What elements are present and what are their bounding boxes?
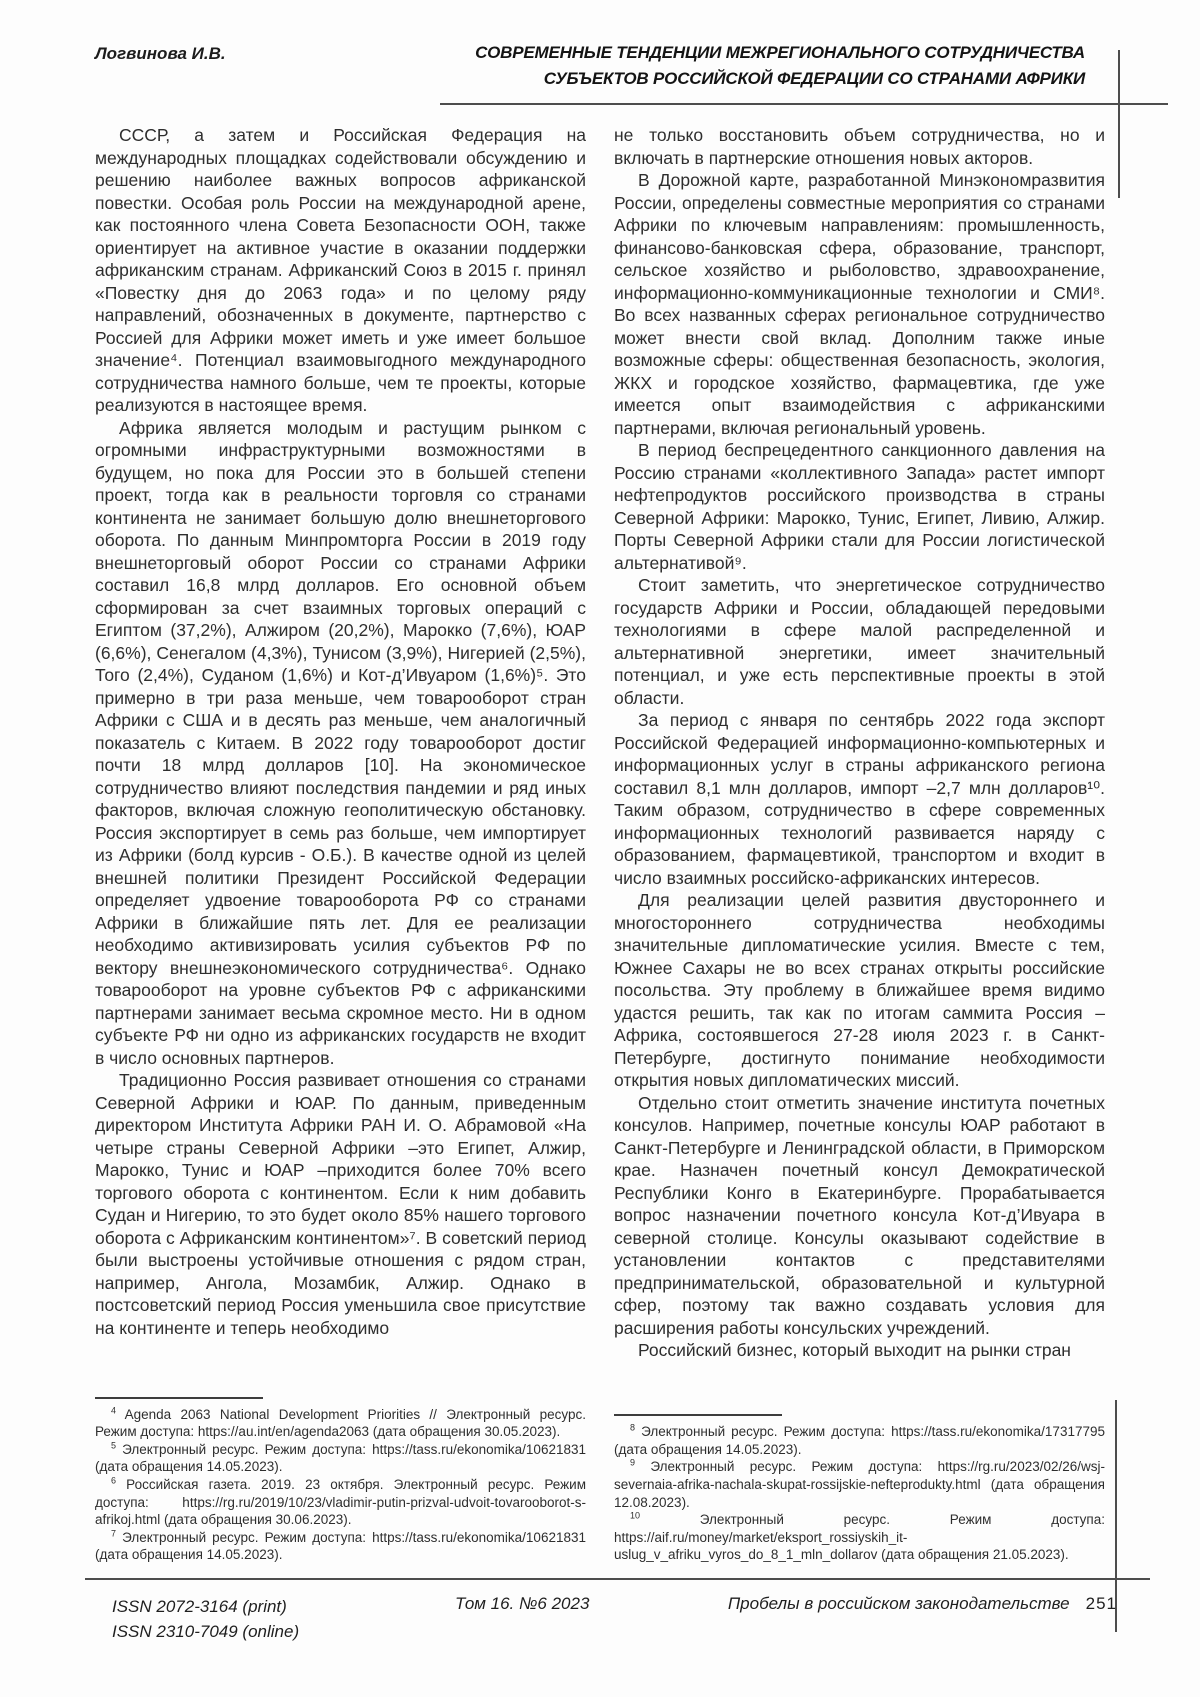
body-paragraph: За период с января по сентябрь 2022 года экспорт Российской Федерацией информационно-компьютерных и информационных услуг в страны африканского региона составил 8,1 млн долларов, импорт –2,7 млн долларов¹⁰. Таким образом, сотрудничество в сфере современных информационных технологий развивается наряду с образованием, фармацевтикой, транспортом и входит в число взаимных российско-африканских интересов. — [614, 710, 1105, 888]
text-column-left — [95, 124, 586, 1564]
footnote: $^9$ Электронный ресурс. Режим доступа: https://rg.ru/2023/02/26/wsj-severnaia-afrika-nachala-skupat-rossijskie-nefteprodukty.html (дата обращения 12.08.2023). — [614, 1457, 1105, 1510]
footnote-marker: 8 — [630, 1422, 636, 1433]
page-header-article-title — [365, 40, 1085, 92]
column-left-footnotes — [95, 1397, 586, 1564]
top-right-crop-line — [1118, 50, 1120, 198]
column-right-paragraphs — [614, 124, 1105, 1362]
footer-journal-title — [728, 1594, 1117, 1614]
footnote: $^6$ Российская газета. 2019. 23 октября. Электронный ресурс. Режим доступа: https://rg.ru/2019/10/23/vladimir-putin-prizval-udvoit-tovarooborot-s-afrikoj.html (дата обращения 30.06.2023). — [95, 1475, 586, 1528]
footnote: $^8$ Электронный ресурс. Режим доступа: https://tass.ru/ekonomika/17317795 (дата обращения 14.05.2023). — [614, 1422, 1105, 1457]
column-left-paragraphs — [95, 124, 586, 1339]
body-paragraph: В Дорожной карте, разработанной Минэкономразвития России, определены совместные мероприятия со странами Африки по ключевым направлениям: промышленность, финансово-банковская сфера, образование, транспорт, сельское хозяйство и рыболовство, здравоохранение, информационно-коммуникационные технологии и СМИ⁸. Во всех названных сферах региональное сотрудничество может внести свой вклад. Дополним также иные возможные сферы: общественная безопасность, экология, ЖКХ и городское хозяйство, фармацевтика, где уже имеется опыт взаимодействия с африканскими партнерами, включая региональный уровень. — [614, 170, 1105, 438]
column-right-footnotes — [614, 1414, 1105, 1564]
footnote-marker: 7 — [111, 1528, 117, 1539]
text-column-right — [614, 124, 1105, 1564]
body-paragraph: Российский бизнес, который выходит на рынки стран — [638, 1340, 1071, 1360]
footer-divider-rule — [85, 1578, 1150, 1580]
page-number: 251 — [1085, 1594, 1117, 1613]
header-divider-rule — [440, 103, 1168, 105]
article-title-line-1: СОВРЕМЕННЫЕ ТЕНДЕНЦИИ МЕЖРЕГИОНАЛЬНОГО СОТРУДНИЧЕСТВА — [475, 43, 1085, 62]
body-paragraph: Для реализации целей развития двустороннего и многостороннего сотрудничества необходимы значительные дипломатические усилия. Вместе с тем, Южнее Сахары не во всех странах открыты российские посольства. Эту проблему в ближайшее время видимо удастся решить, так как по итогам саммита Россия –Африка, состоявшегося 27-28 июля 2023 г. в Санкт-Петербурге, достигнуто понимание необходимости открытия новых дипломатических миссий. — [614, 890, 1105, 1090]
body-paragraph: Африка является молодым и растущим рынком с огромными инфраструктурными возможностями в будущем, но пока для России это в большей степени проект, тогда как в реальности торговля со странами континента не занимает большую долю внешнеторгового оборота. По данным Минпромторга России в 2019 году внешнеторговый оборот России со странами Африки составил 16,8 млрд долларов. Его основной объем сформирован за счет взаимных торговых операций с Египтом (37,2%), Алжиром (20,2%), Марокко (7,6%), ЮАР (6,6%), Сенегалом (4,3%), Тунисом (3,9%), Нигерией (2,5%), Того (2,4%), Суданом (1,6%) и Кот-д’Ивуаром (1,6%)⁵. Это примерно в три раза меньше, чем товарооборот стран Африки с США и в десять раз меньше, чем аналогичный показатель с Китаем. В 2022 году товарооборот достиг почти 18 млрд долларов [10]. На экономическое сотрудничество влияют последствия пандемии и ряд иных факторов, включая сложную геополитическую обстановку. Россия экспортирует в семь раз больше, чем импортирует из Африки (болд курсив - О.Б.). В качестве одной из целей внешней политики Президент Российской Федерации определяет удвоение товарооборота РФ со странами Африки в ближайшие пять лет. Для ее реализации необходимо активизировать усилия субъектов РФ по вектору внешнеэкономического сотрудничества⁶. Однако товарооборот на уровне субъектов РФ с африканскими партнерами занимает весьма скромное место. Ни в одном субъекте РФ ни одно из африканских государств не входит в число основных партнеров. — [95, 417, 586, 1068]
journal-name: Пробелы в российском законодательстве — [727, 1594, 1070, 1613]
article-body — [95, 124, 1105, 1564]
body-paragraph: Стоит заметить, что энергетическое сотрудничество государств Африки и России, обладающей передовыми технологиями в сфере малой распределенной и альтернативной энергетики, имеет значительный потенциал, и уже есть перспективные проекты в этой области. — [614, 575, 1105, 708]
footnote-marker: 4 — [111, 1405, 117, 1416]
page-header-author: Логвинова И.В. — [95, 44, 226, 63]
body-paragraph: не только восстановить объем сотрудничества, но и включать в партнерские отношения новых акторов. — [614, 125, 1105, 168]
page-footer — [95, 1590, 1117, 1660]
footnote: $^5$ Электронный ресурс. Режим доступа: https://tass.ru/ekonomika/10621831 (дата обращения 14.05.2023). — [95, 1440, 586, 1475]
footnote-marker: 9 — [630, 1457, 636, 1468]
footnote-separator — [95, 1397, 263, 1399]
footnote-list — [95, 1406, 586, 1564]
footer-issn — [112, 1594, 299, 1644]
footnote-separator — [614, 1414, 782, 1416]
footnote-marker: 6 — [111, 1475, 117, 1486]
body-paragraph: СССР, а затем и Российская Федерация на международных площадках содействовали обсуждению и решению наиболее важных вопросов африканской повестки. Особая роль России на международной арене, как постоянного члена Совета Безопасности ООН, также ориентирует на активное участие в оказании поддержки африканским странам. Африканский Союз в 2015 г. принял «Повестку дня до 2063 года» и по целому ряду направлений, обозначенных в документе, партнерство с Россией для Африки может иметь и уже имеет большое значение⁴. Потенциал взаимовыгодного международного сотрудничества намного больше, чем те проекты, которые реализуются в настоящее время. — [95, 125, 586, 415]
footer-volume-issue: Том 16. №6 2023 — [455, 1594, 590, 1613]
body-paragraph: В период беспрецедентного санкционного давления на Россию странами «коллективного Запада» растет импорт нефтепродуктов российского производства в страны Северной Африки: Марокко, Тунис, Египет, Ливию, Алжир. Порты Северной Африки стали для России логистической альтернативой⁹. — [614, 440, 1105, 573]
footnote: $^{10}$ Электронный ресурс. Режим доступа: https://aif.ru/money/market/eksport_rossiyskih_it-uslug_v_afriku_vyros_do_8_1_mln_dollarov (дата обращения 21.05.2023). — [614, 1510, 1105, 1563]
footnote: $^4$ Agenda 2063 National Development Priorities // Электронный ресурс. Режим доступа: https://au.int/en/agenda2063 (дата обращения 30.05.2023). — [95, 1405, 586, 1440]
issn-print: ISSN 2072-3164 (print) — [112, 1597, 287, 1616]
footnote-list — [614, 1423, 1105, 1564]
body-paragraph: Отдельно стоит отметить значение института почетных консулов. Например, почетные консулы ЮАР работают в Санкт-Петербурге и Ленинградской области, в Приморском крае. Назначен почетный консул Демократической Республики Конго в Екатеринбурге. Прорабатывается вопрос назначении почетного консула Кот-д’Ивуара в северной столице. Консулы оказывают содействие в установлении контактов с представителями предпринимательской, образовательной и культурной сфер, поэтому так важно создавать условия для расширения работы консульских учреждений. — [614, 1092, 1105, 1338]
footnote-marker: 10 — [630, 1510, 641, 1521]
article-title-line-2: СУБЪЕКТОВ РОССИЙСКОЙ ФЕДЕРАЦИИ СО СТРАНАМИ АФРИКИ — [543, 69, 1085, 88]
body-paragraph: Традиционно Россия развивает отношения со странами Северной Африки и ЮАР. По данным, приведенным директором Института Африки РАН И. О. Абрамовой «На четыре страны Северной Африки –это Египет, Алжир, Марокко, Тунис и ЮАР –приходится более 70% всего торгового оборота с континентом. Если к ним добавить Судан и Нигерию, то это будет около 85% нашего торгового оборота с Африканским континентом»⁷. В советский период были выстроены устойчивые отношения с рядом стран, например, Ангола, Мозамбик, Алжир. Однако в постсоветский период Россия уменьшила свое присутствие на континенте и теперь необходимо — [95, 1070, 586, 1338]
issn-online: ISSN 2310-7049 (online) — [112, 1622, 300, 1641]
footnote: $^7$ Электронный ресурс. Режим доступа: https://tass.ru/ekonomika/10621831 (дата обращения 14.05.2023). — [95, 1528, 586, 1563]
footnote-marker: 5 — [111, 1440, 117, 1451]
